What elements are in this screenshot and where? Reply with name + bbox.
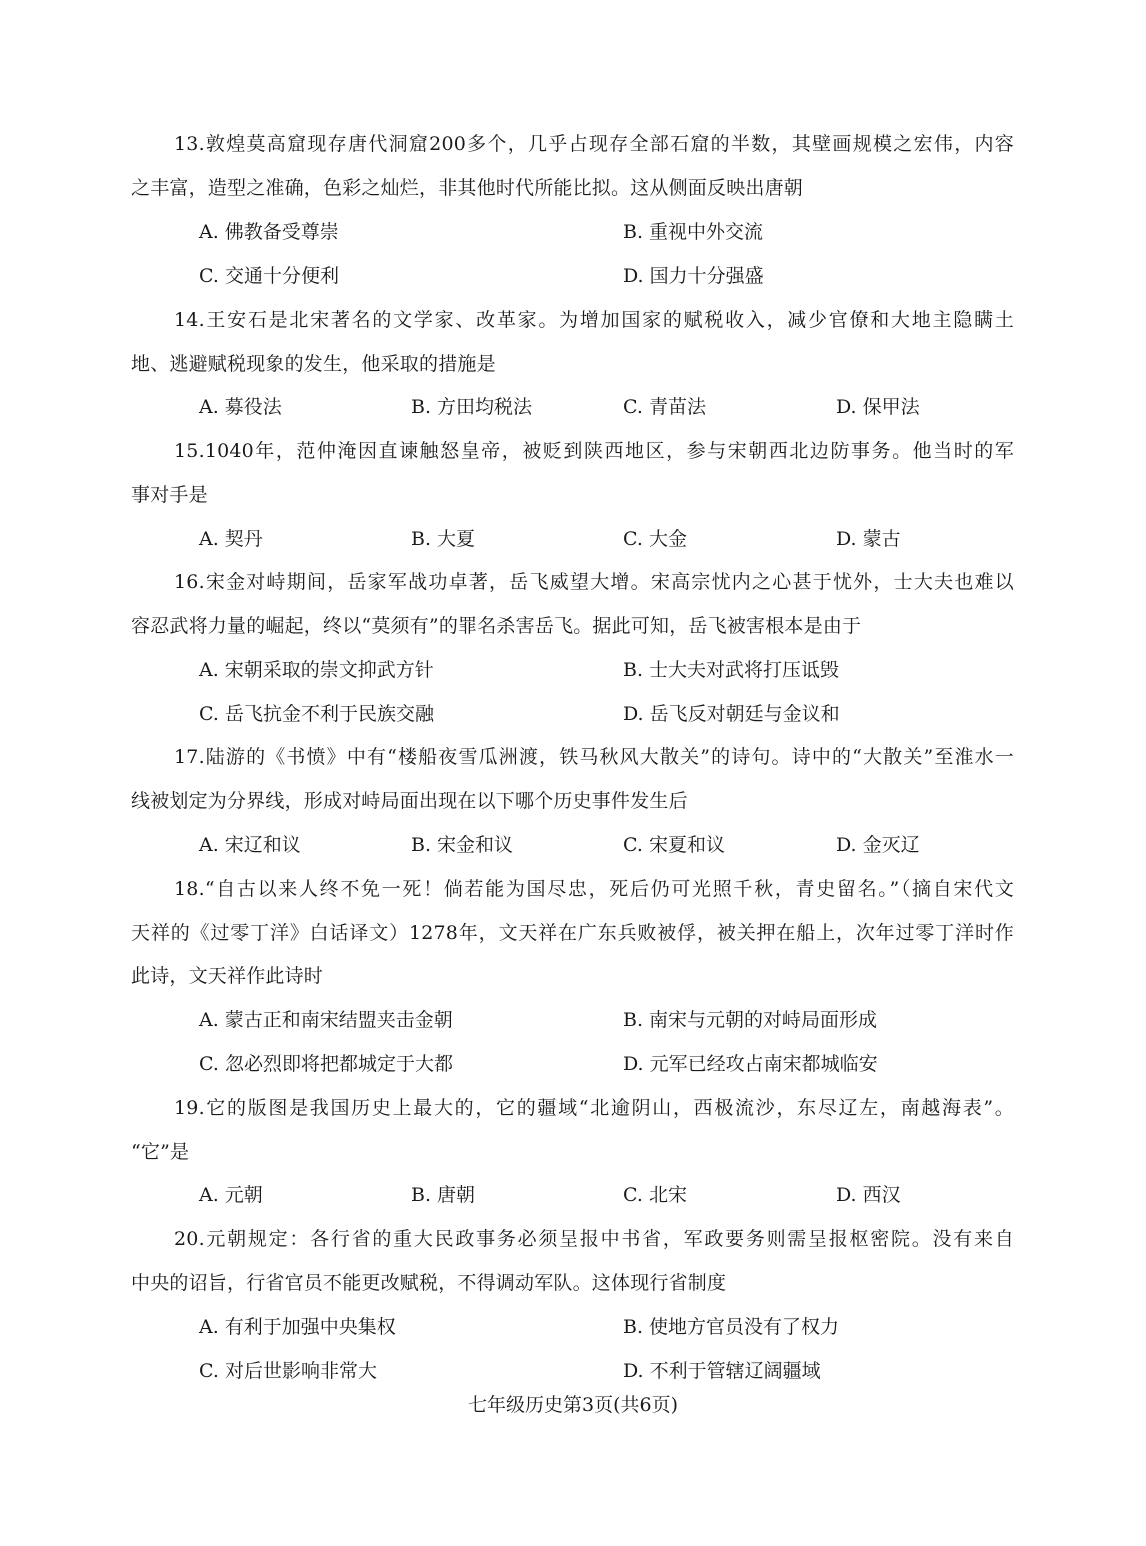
question-19-line-2: “它”是 [131, 1141, 190, 1163]
question-16-option-a: A. 宋朝采取的崇文抑武方针 [199, 659, 434, 681]
question-15-option-d: D. 蒙古 [836, 528, 901, 550]
question-16-line-2: 容忍武将力量的崛起，终以“莫须有”的罪名杀害岳飞。据此可知，岳飞被害根本是由于 [131, 615, 862, 637]
question-13-line-2: 之丰富，造型之准确，色彩之灿烂，非其他时代所能比拟。这从侧面反映出唐朝 [131, 177, 804, 199]
question-17-option-b: B. 宋金和议 [411, 834, 514, 856]
question-20-option-b: B. 使地方官员没有了权力 [623, 1316, 840, 1338]
question-20-option-d: D. 不利于管辖辽阔疆域 [623, 1360, 821, 1382]
question-18-line-2: 天祥的《过零丁洋》白话译文）1278年，文天祥在广东兵败被俘，被关押在船上，次年过零丁洋时作 [131, 922, 1014, 944]
question-20-option-a: A. 有利于加强中央集权 [199, 1316, 396, 1338]
question-14-option-d: D. 保甲法 [836, 396, 920, 418]
question-20-line-2: 中央的诏旨，行省官员不能更改赋税，不得调动军队。这体现行省制度 [131, 1272, 727, 1294]
question-15-option-c: C. 大金 [623, 528, 687, 550]
question-18-option-a: A. 蒙古正和南宋结盟夹击金朝 [199, 1009, 453, 1031]
question-16-line-1: 16.宋金对峙期间，岳家军战功卓著，岳飞威望大增。宋高宗忧内之心甚于忧外，士大夫也难以 [174, 571, 1014, 593]
question-14-option-b: B. 方田均税法 [411, 396, 533, 418]
question-15-line-1: 15.1040年，范仲淹因直谏触怒皇帝，被贬到陕西地区，参与宋朝西北边防事务。他当时的军 [174, 440, 1014, 462]
question-17-line-2: 线被划定为分界线，形成对峙局面出现在以下哪个历史事件发生后 [131, 790, 688, 812]
question-19-option-a: A. 元朝 [199, 1184, 263, 1206]
question-17-option-d: D. 金灭辽 [836, 834, 920, 856]
question-16-option-c: C. 岳飞抗金不利于民族交融 [199, 703, 434, 725]
question-17-line-1: 17.陆游的《书愤》中有“楼船夜雪瓜洲渡，铁马秋风大散关”的诗句。诗中的“大散关”至淮水一 [174, 746, 1014, 768]
question-20-line-1: 20.元朝规定：各行省的重大民政事务必须呈报中书省，军政要务则需呈报枢密院。没有来自 [174, 1228, 1014, 1250]
question-18-option-c: C. 忽必烈即将把都城定于大都 [199, 1053, 453, 1075]
question-19-option-d: D. 西汉 [836, 1184, 901, 1206]
question-17-option-c: C. 宋夏和议 [623, 834, 725, 856]
question-14-option-a: A. 募役法 [199, 396, 282, 418]
question-18-option-b: B. 南宋与元朝的对峙局面形成 [623, 1009, 878, 1031]
question-15-option-a: A. 契丹 [199, 528, 263, 550]
question-14-option-c: C. 青苗法 [623, 396, 706, 418]
page-footer: 七年级历史第3页(共6页) [467, 1394, 678, 1416]
question-14-line-1: 14.王安石是北宋著名的文学家、改革家。为增加国家的赋税收入，减少官僚和大地主隐瞒土 [174, 309, 1014, 331]
question-15-line-2: 事对手是 [131, 484, 208, 506]
question-18-line-3: 此诗，文天祥作此诗时 [131, 965, 324, 987]
question-18-line-1: 18.“自古以来人终不免一死！倘若能为国尽忠，死后仍可光照千秋，青史留名。”（摘自宋代文 [174, 878, 1014, 900]
question-13-option-a: A. 佛教备受尊崇 [199, 221, 339, 243]
question-15-option-b: B. 大夏 [411, 528, 476, 550]
question-16-option-d: D. 岳飞反对朝廷与金议和 [623, 703, 840, 725]
question-13-option-b: B. 重视中外交流 [623, 221, 764, 243]
question-13-line-1: 13.敦煌莫高窟现存唐代洞窟200多个，几乎占现存全部石窟的半数，其壁画规模之宏伟，内容 [174, 133, 1014, 155]
question-20-option-c: C. 对后世影响非常大 [199, 1360, 377, 1382]
question-14-line-2: 地、逃避赋税现象的发生，他采取的措施是 [131, 353, 496, 375]
question-19-option-b: B. 唐朝 [411, 1184, 476, 1206]
question-17-option-a: A. 宋辽和议 [199, 834, 301, 856]
question-19-line-1: 19.它的版图是我国历史上最大的，它的疆域“北逾阴山，西极流沙，东尽辽左，南越海表”。 [174, 1097, 1014, 1119]
question-19-option-c: C. 北宋 [623, 1184, 687, 1206]
question-13-option-c: C. 交通十分便利 [199, 265, 339, 287]
question-16-option-b: B. 士大夫对武将打压诋毁 [623, 659, 840, 681]
question-18-option-d: D. 元军已经攻占南宋都城临安 [623, 1053, 878, 1075]
question-13-option-d: D. 国力十分强盛 [623, 265, 764, 287]
